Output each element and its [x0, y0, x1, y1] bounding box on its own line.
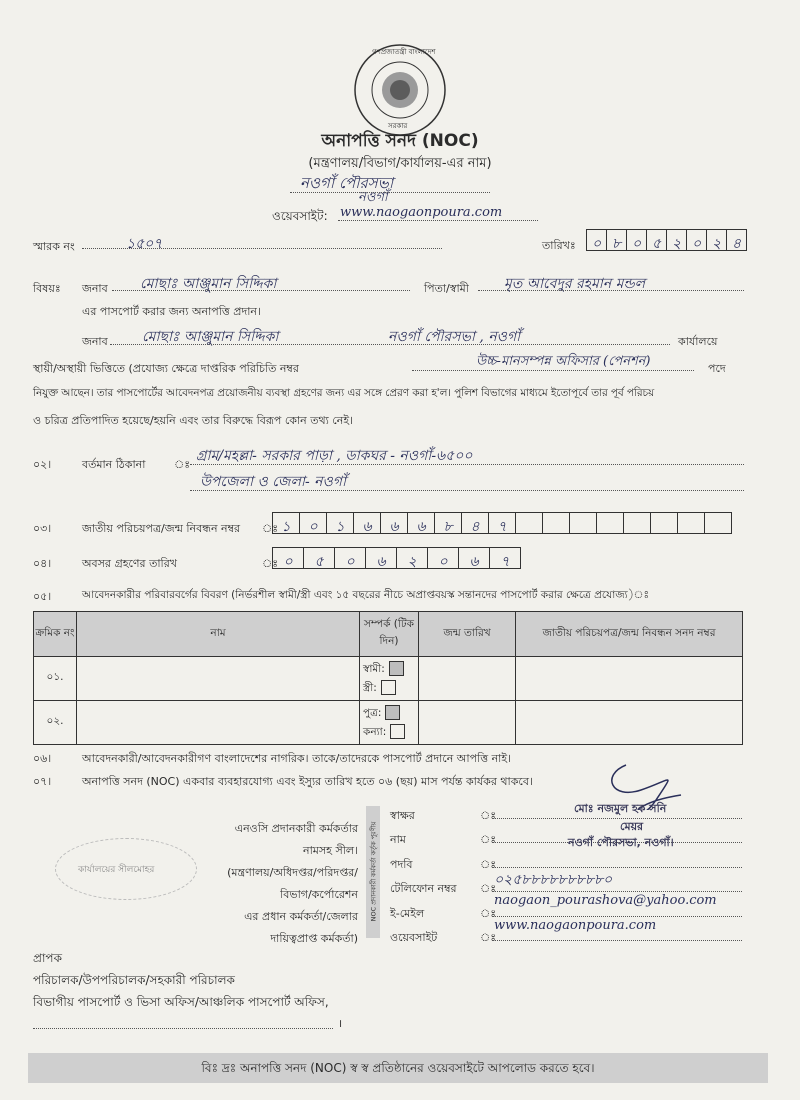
stamp-designation: মেয়র	[620, 820, 644, 833]
footer-note: বিঃ দ্রঃ অনাপত্তি সনদ (NOC) স্ব স্ব প্রতিষ্ঠানের ওয়েবসাইটে আপলোড করতে হবে।	[201, 1061, 595, 1075]
retire-digit: ৬	[469, 554, 479, 570]
subject-label: বিষয়ঃ	[33, 282, 61, 295]
father-value: মৃত আবেদুর রহমান মন্ডল	[504, 276, 646, 292]
item-03-colon: ঃ	[262, 522, 279, 535]
date-digit: ২	[711, 236, 722, 252]
item-04-num: ০৪।	[33, 557, 52, 570]
website-dotline	[338, 220, 538, 221]
date-digit: ৪	[731, 236, 742, 252]
retirement-date-boxes	[272, 547, 522, 569]
noc-form: গণপ্রজাতন্ত্রী বাংলাদেশ সরকার অনাপত্তি সনদ (NOC) (মন্ত্রণালয়/বিভাগ/কার্যালয়-এর নাম) নওগাঁ পৌরসভা নওগাঁ ওয়েবসাইট: www.naogaonpoura.com স্মারক নং ১৫০৭ তারিখঃ ০ ৮ ০ ৫ ২ ০ ২ ৪ বিষয়ঃ জনাব মোছাঃ আঞ্জুমান সিদ্দিকা পিতা/স্বামী মৃত আবেদুর রহমান মন্ডল এর পাসপোর্ট করার জন্য অনাপত্তি প্রদান। জনাব মোছাঃ আঞ্জুমান সিদ্দিকা নওগাঁ পৌরসভা , নওগাঁ কার্যালয়ে স্থায়ী/অস্থায়ী ভিত্তিতে (প্রযোজ্য ক্ষেত্রে দাপ্তরিক পরিচিতি নম্বর উচ্চ-মানসম্পন্ন অফিসার (পেনশন) পদে নিযুক্ত আছেন। তার পাসপোর্টের আবেদনপত্র প্রয়োজনীয় ব্যবস্থা গ্রহণের জন্য এর সঙ্গে প্রেরণ করা হ'ল। পুলিশ বিভাগের মাধ্যমে ইতোপূর্বে তার পূর্ব পরিচয় ও চরিত্র প্রতিপাদিত হয়েছে/হয়নি এবং তার বিরুদ্ধে বিরূপ কোন তথ্য নেই। ০২। বর্তমান ঠিকানা ঃ গ্রাম/মহল্লা- সরকার পাড়া , ডাকঘর - নওগাঁ-৬৫০০ উপজেলা ও জেলা- নওগাঁ ০৩। জাতীয় পরিচয়পত্র/জন্ম নিবন্ধন নম্বর ঃ ১ ০ ১ ৬ ৬ ৬ ৮ ৪ ৭ ০৪। অবসর গ্রহণের তারিখ ঃ ০ ৫ ০ ৬ ২ ০ ৬ ৭ ০৫। আবেদনকারীর পরিবারবর্গের বিবরণ (নির্ভরশীল স্বামী/স্ত্রী এবং ১৫ বছরের নীচে অপ্রাপ্তবয়স্ক সন্তানদের পাসপোর্ট করার ক্ষেত্রে প্রযোজ্য)ঃ ক্রমিক নং নাম সম্পর্ক (টিক দিন) জন্ম তারিখ জাতীয় পরিচয়পত্র/জন্ম নিবন্ধন সনদ নম্বর ০১. স্বামী: স্ত্রী: ০২. পুত্র: কন্যা: ০৬। আবেদনকারী/আবেদনকারীগণ বাংলাদেশের নাগরিক। তাকে/তাদেরকে পাসপোর্ট প্রদানে আপত্তি নাই। ০৭। অনাপত্তি সনদ (NOC) একবার ব্যবহারযোগ্য এবং ইস্যুর তারিখ হতে ০৬ (ছয়) মাস পর্যন্ত কার্যকর থাকবে। এনওসি প্রদানকারী কর্মকর্তার নামসহ সীল। (মন্ত্রণালয়/অধিদপ্তর/পরিদপ্তর/ বিভাগ/কর্পোরেশন এর প্রধান কর্মকর্তা/জেলার দায়িত্বপ্রাপ্ত কর্মকর্তা) কার্যালয়ের সীলমোহর NOC প্রদানকারী কর্মকর্তা কর্তৃক পূরণীয় স্বাক্ষর নাম পদবি টেলিফোন নম্বর ই-মেইল ওয়েবসাইট ঃ ঃ ঃ ঃ ঃ ঃ মোঃ নজমুল হক সনি মেয়র নওগাঁ পৌরসভা, নওগাঁ। ০২৫৮৮৮৮৮৮৮৮৮০ naogaon_pourashova@yahoo.com www.naogaonpoura.com প্রাপক পরিচালক/উপপরিচালক/সহকারী পরিচালক বিভাগীয় পাসপোর্ট ও ভিসা অফিস/আঞ্চলিক পাসপোর্ট অফিস, । বিঃ দ্রঃ অনাপত্তি সনদ (NOC) স্ব স্ব প্রতিষ্ঠানের ওয়েবসাইটে আপলোড করতে হবে।	[0, 0, 800, 1100]
recipient-label: প্রাপক	[33, 951, 62, 965]
row-serial: ০১.	[34, 657, 77, 701]
subject-janab: জনাব	[82, 282, 108, 295]
rel-daughter[interactable]: কন্যা:	[363, 723, 415, 742]
nid-box[interactable]	[434, 512, 462, 534]
issuer-field-colons: ঃ ঃ ঃ ঃ ঃ ঃ	[480, 809, 497, 945]
seal-text-top: গণপ্রজাতন্ত্রী বাংলাদেশ	[372, 48, 436, 56]
retire-box[interactable]	[458, 547, 490, 569]
item-05-label: আবেদনকারীর পরিবারবর্গের বিবরণ (নির্ভরশীল স্বামী/স্ত্রী এবং ১৫ বছরের নীচে অপ্রাপ্তবয়স্ক সন্তানদের পাসপোর্ট করার ক্ষেত্রে প্রযোজ্য)ঃ	[82, 589, 650, 601]
row-nid[interactable]	[516, 701, 743, 745]
row-name[interactable]	[77, 701, 360, 745]
nid-box[interactable]	[677, 512, 705, 534]
th-relation: সম্পর্ক (টিক দিন)	[360, 612, 419, 657]
page-title: অনাপত্তি সনদ (NOC)	[321, 131, 479, 151]
recipient-line-2: বিভাগীয় পাসপোর্ট ও ভিসা অফিস/আঞ্চলিক পাসপোর্ট অফিস,	[33, 995, 329, 1009]
row-dob[interactable]	[419, 701, 516, 745]
body-name: মোছাঃ আঞ্জুমান সিদ্দিকা	[142, 329, 279, 345]
item-02-label: বর্তমান ঠিকানা	[82, 458, 146, 471]
item-03-num: ০৩।	[33, 522, 52, 535]
date-digit: ০	[691, 236, 702, 252]
father-dotline	[478, 290, 744, 291]
nid-box[interactable]	[704, 512, 732, 534]
table-row	[34, 657, 743, 701]
body-line4: ও চরিত্র প্রতিপাদিত হয়েছে/হয়নি এবং তার বিরুদ্ধে বিরূপ কোন তথ্য নেই।	[33, 414, 353, 427]
item-04-colon: ঃ	[262, 557, 279, 570]
retire-digit: ৭	[500, 554, 510, 570]
nid-digit: ৬	[389, 519, 399, 535]
checkbox-husband[interactable]	[389, 661, 404, 676]
row-serial: ০২.	[34, 701, 77, 745]
issuer-description: এনওসি প্রদানকারী কর্মকর্তার নামসহ সীল। (মন্ত্রণালয়/অধিদপ্তর/পরিদপ্তর/ বিভাগ/কর্পোরেশন এর প্রধান কর্মকর্তা/জেলার দায়িত্বপ্রাপ্ত কর্মকর্তা)	[227, 822, 358, 945]
address-dotline-2	[190, 490, 744, 491]
stamp-name: মোঃ নজমুল হক সনি	[574, 802, 667, 815]
date-digit: ৫	[651, 236, 662, 252]
retire-digit: ০	[283, 554, 293, 570]
date-box[interactable]	[586, 229, 607, 251]
nid-box[interactable]	[461, 512, 489, 534]
item-02-num: ০২।	[33, 458, 52, 471]
body-line2: স্থায়ী/অস্থায়ী ভিত্তিতে (প্রযোজ্য ক্ষেত্রে দাপ্তরিক পরিচিতি নম্বর	[33, 362, 299, 375]
nid-digit: ০	[308, 519, 318, 535]
family-table	[33, 611, 743, 745]
item-07-num: ০৭।	[33, 775, 52, 788]
rel-son[interactable]: পুত্র:	[363, 704, 415, 723]
retire-digit: ৫	[314, 554, 324, 570]
row-dob[interactable]	[419, 657, 516, 701]
retire-digit: ৬	[376, 554, 386, 570]
address-line-1: গ্রাম/মহল্লা- সরকার পাড়া , ডাকঘর - নওগাঁ-৬৫০০	[196, 448, 473, 464]
issuer-phone: ০২৫৮৮৮৮৮৮৮৮৮০	[494, 872, 613, 888]
body-post-dotline	[412, 370, 694, 371]
body-office: নওগাঁ পৌরসভা , নওগাঁ	[388, 329, 521, 345]
row-name[interactable]	[77, 657, 360, 701]
recipient-dotline	[33, 1028, 333, 1029]
address-line-2: উপজেলা ও জেলা- নওগাঁ	[200, 474, 347, 490]
th-name: নাম	[77, 612, 360, 657]
nid-digit: ১	[281, 519, 291, 535]
checkbox-son[interactable]	[385, 705, 400, 720]
checkbox-daughter[interactable]	[390, 724, 405, 739]
subject-line2: এর পাসপোর্ট করার জন্য অনাপত্তি প্রদান।	[82, 305, 261, 318]
nid-box[interactable]	[515, 512, 543, 534]
nid-box[interactable]	[380, 512, 408, 534]
item-06-text: আবেদনকারী/আবেদনকারীগণ বাংলাদেশের নাগরিক। তাকে/তাদেরকে পাসপোর্ট প্রদানে আপত্তি নাই।	[82, 752, 512, 765]
nid-digit: ৭	[497, 519, 507, 535]
date-box[interactable]	[666, 229, 687, 251]
nid-box[interactable]	[569, 512, 597, 534]
office-dotline	[290, 192, 490, 193]
th-dob: জন্ম তারিখ	[419, 612, 516, 657]
website-value: www.naogaonpoura.com	[340, 205, 503, 220]
th-serial: ক্রমিক নং	[34, 612, 77, 657]
memo-value: ১৫০৭	[126, 236, 163, 252]
subject-name: মোছাঃ আঞ্জুমান সিদ্দিকা	[140, 276, 277, 292]
recipient-line-1: পরিচালক/উপপরিচালক/সহকারী পরিচালক	[33, 973, 235, 987]
nid-box[interactable]	[299, 512, 327, 534]
body-post-suffix: পদে	[708, 362, 726, 375]
nid-box[interactable]	[272, 512, 300, 534]
father-label: পিতা/স্বামী	[424, 282, 469, 295]
item-03-label: জাতীয় পরিচয়পত্র/জন্ম নিবন্ধন নম্বর	[82, 522, 241, 535]
website-label: ওয়েবসাইট:	[272, 209, 328, 223]
date-digit: ০	[631, 236, 642, 252]
rel-husband[interactable]: স্বামী:	[363, 660, 415, 679]
date-digit: ২	[671, 236, 682, 252]
retire-box[interactable]	[365, 547, 397, 569]
item-07-text: অনাপত্তি সনদ (NOC) একবার ব্যবহারযোগ্য এবং ইস্যুর তারিখ হতে ০৬ (ছয়) মাস পর্যন্ত কার্যকর থাকবে।	[82, 775, 533, 788]
nid-box[interactable]	[623, 512, 651, 534]
nid-box[interactable]	[650, 512, 678, 534]
body-line3: নিযুক্ত আছেন। তার পাসপোর্টের আবেদনপত্র প্রয়োজনীয় ব্যবস্থা গ্রহণের জন্য এর সঙ্গে প্রেরণ করা হ'ল। পুলিশ বিভাগের মাধ্যমে ইতোপূর্বে তার পূর্ব পরিচয়	[33, 387, 655, 399]
issuer-field-labels: স্বাক্ষর নাম পদবি টেলিফোন নম্বর ই-মেইল ওয়েবসাইট	[390, 809, 457, 945]
nid-boxes	[272, 512, 744, 534]
item-05-num: ০৫।	[33, 590, 52, 603]
issuer-email: naogaon_pourashova@yahoo.com	[494, 893, 717, 908]
vertical-label: NOC প্রদানকারী কর্মকর্তা কর্তৃক পূরণীয়	[369, 821, 378, 922]
retire-box[interactable]	[489, 547, 521, 569]
date-box[interactable]	[646, 229, 667, 251]
nid-box[interactable]	[407, 512, 435, 534]
table-row	[34, 701, 743, 745]
retire-box[interactable]	[303, 547, 335, 569]
retire-box[interactable]	[334, 547, 366, 569]
date-box[interactable]	[626, 229, 647, 251]
date-digit: ০	[591, 236, 602, 252]
page-subtitle: (মন্ত্রণালয়/বিভাগ/কার্যালয়-এর নাম)	[308, 156, 492, 171]
checkbox-wife[interactable]	[381, 680, 396, 695]
nid-box[interactable]	[596, 512, 624, 534]
office-seal-label: কার্যালয়ের সীলমোহর	[78, 865, 155, 875]
stamp-office: নওগাঁ পৌরসভা, নওগাঁ।	[568, 836, 674, 849]
memo-label: স্মারক নং	[33, 240, 75, 253]
address-dotline-1	[190, 464, 744, 465]
rel-wife[interactable]: স্ত্রী:	[363, 679, 415, 698]
office-name-handwritten: নওগাঁ পৌরসভা	[300, 174, 394, 192]
retire-box[interactable]	[396, 547, 428, 569]
retire-digit: ০	[345, 554, 355, 570]
date-box[interactable]	[686, 229, 707, 251]
nid-digit: ৪	[470, 519, 480, 535]
retire-box[interactable]	[427, 547, 459, 569]
retire-digit: ০	[438, 554, 448, 570]
retire-digit: ২	[407, 554, 417, 570]
date-box[interactable]	[706, 229, 727, 251]
date-label: তারিখঃ	[542, 239, 576, 252]
nid-digit: ৬	[362, 519, 372, 535]
body-janab: জনাব	[82, 335, 108, 348]
subject-name-dotline	[112, 290, 410, 291]
body-office-suffix: কার্যালয়ে	[678, 335, 718, 348]
office-district-handwritten: নওগাঁ	[358, 190, 388, 205]
nid-box[interactable]	[542, 512, 570, 534]
retire-box[interactable]	[272, 547, 304, 569]
row-nid[interactable]	[516, 657, 743, 701]
item-02-colon: ঃ	[174, 458, 191, 471]
item-06-num: ০৬।	[33, 752, 52, 765]
nid-box[interactable]	[488, 512, 516, 534]
nid-digit: ১	[335, 519, 345, 535]
date-box[interactable]	[606, 229, 627, 251]
nid-digit: ৬	[416, 519, 426, 535]
nid-box[interactable]	[353, 512, 381, 534]
th-nid: জাতীয় পরিচয়পত্র/জন্ম নিবন্ধন সনদ নম্বর	[516, 612, 743, 657]
date-boxes	[586, 229, 748, 251]
body-post: উচ্চ-মানসম্পন্ন অফিসার (পেনশন)	[476, 354, 651, 369]
item-04-label: অবসর গ্রহণের তারিখ	[82, 557, 177, 570]
body-name-dotline	[110, 344, 670, 345]
seal-text-bottom: সরকার	[388, 122, 408, 130]
date-digit: ৮	[611, 236, 622, 252]
issuer-website: www.naogaonpoura.com	[494, 918, 657, 933]
date-box[interactable]	[726, 229, 747, 251]
nid-box[interactable]	[326, 512, 354, 534]
nid-digit: ৮	[443, 519, 453, 535]
